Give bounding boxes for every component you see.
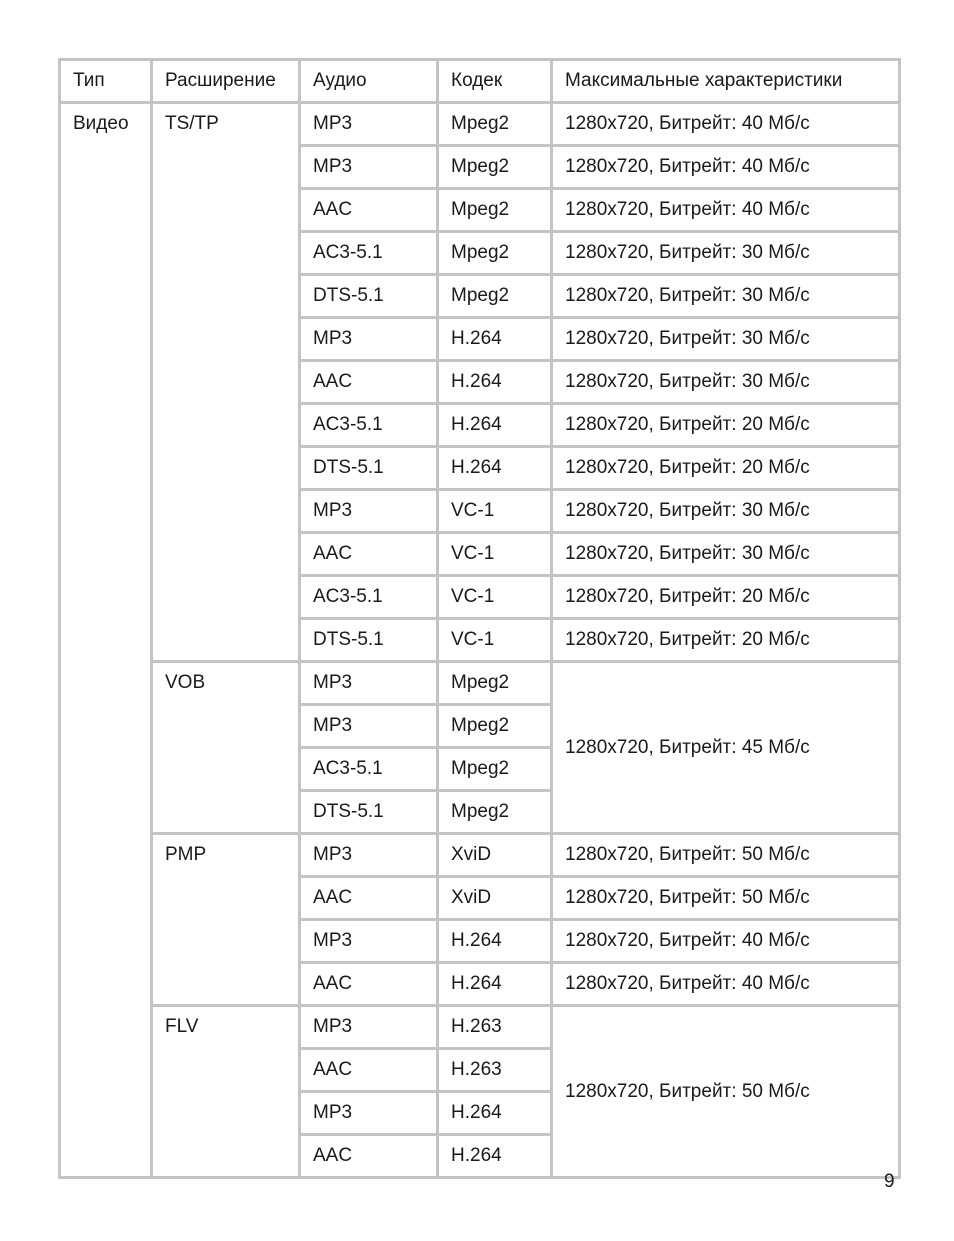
codec-cell: H.264 [438,1135,552,1178]
max-characteristics-cell: 1280x720, Битрейт: 45 Мб/с [552,662,900,834]
extension-cell: TS/TP [152,103,300,662]
max-characteristics-cell: 1280x720, Битрейт: 40 Мб/с [552,189,900,232]
max-characteristics-cell: 1280x720, Битрейт: 50 Мб/с [552,877,900,920]
max-characteristics-cell: 1280x720, Битрейт: 20 Мб/с [552,404,900,447]
codec-cell: H.264 [438,963,552,1006]
extension-cell: VOB [152,662,300,834]
audio-cell: MP3 [300,705,438,748]
max-characteristics-cell: 1280x720, Битрейт: 40 Мб/с [552,963,900,1006]
audio-cell: MP3 [300,1006,438,1049]
audio-cell: MP3 [300,920,438,963]
codec-cell: H.263 [438,1006,552,1049]
codec-cell: XviD [438,877,552,920]
header-row [60,60,900,103]
audio-cell: MP3 [300,103,438,146]
audio-cell: AC3-5.1 [300,576,438,619]
max-characteristics-cell: 1280x720, Битрейт: 20 Мб/с [552,619,900,662]
table-row [60,1006,900,1049]
audio-cell: AC3-5.1 [300,404,438,447]
max-characteristics-cell: 1280x720, Битрейт: 40 Мб/с [552,920,900,963]
codec-cell: VC-1 [438,576,552,619]
extension-cell: FLV [152,1006,300,1178]
audio-cell: DTS-5.1 [300,447,438,490]
max-characteristics-cell: 1280x720, Битрейт: 30 Мб/с [552,533,900,576]
audio-cell: DTS-5.1 [300,619,438,662]
max-characteristics-cell: 1280x720, Битрейт: 40 Мб/с [552,146,900,189]
codec-cell: Mpeg2 [438,662,552,705]
header-codec: Кодек [438,60,552,103]
audio-cell: AC3-5.1 [300,232,438,275]
extension-cell: PMP [152,834,300,1006]
codec-cell: H.264 [438,920,552,963]
audio-cell: AAC [300,533,438,576]
codec-cell: H.264 [438,318,552,361]
table-row [60,834,900,877]
audio-cell: AAC [300,361,438,404]
codec-cell: H.264 [438,1092,552,1135]
audio-cell: DTS-5.1 [300,791,438,834]
max-characteristics-cell: 1280x720, Битрейт: 50 Мб/с [552,1006,900,1178]
codec-cell: H.263 [438,1049,552,1092]
header-extension: Расширение [152,60,300,103]
codec-cell: Mpeg2 [438,748,552,791]
header-max-characteristics: Максимальные характеристики [552,60,900,103]
page-number: 9 [884,1171,895,1192]
table-row [60,662,900,705]
audio-cell: MP3 [300,834,438,877]
audio-cell: AAC [300,963,438,1006]
audio-cell: MP3 [300,490,438,533]
type-cell: Видео [60,103,152,1178]
audio-cell: AAC [300,877,438,920]
audio-cell: MP3 [300,1092,438,1135]
format-spec-table [58,58,901,1179]
header-type: Тип [60,60,152,103]
audio-cell: DTS-5.1 [300,275,438,318]
codec-cell: H.264 [438,447,552,490]
max-characteristics-cell: 1280x720, Битрейт: 30 Мб/с [552,361,900,404]
max-characteristics-cell: 1280x720, Битрейт: 40 Мб/с [552,103,900,146]
max-characteristics-cell: 1280x720, Битрейт: 30 Мб/с [552,232,900,275]
codec-cell: Mpeg2 [438,791,552,834]
codec-cell: Mpeg2 [438,103,552,146]
max-characteristics-cell: 1280x720, Битрейт: 50 Мб/с [552,834,900,877]
max-characteristics-cell: 1280x720, Битрейт: 30 Мб/с [552,490,900,533]
codec-cell: XviD [438,834,552,877]
max-characteristics-cell: 1280x720, Битрейт: 20 Мб/с [552,447,900,490]
audio-cell: MP3 [300,318,438,361]
codec-cell: VC-1 [438,533,552,576]
codec-cell: VC-1 [438,619,552,662]
codec-cell: Mpeg2 [438,146,552,189]
table-body [60,60,900,1178]
codec-cell: Mpeg2 [438,189,552,232]
max-characteristics-cell: 1280x720, Битрейт: 20 Мб/с [552,576,900,619]
audio-cell: AAC [300,1135,438,1178]
table-row [60,103,900,146]
audio-cell: AAC [300,1049,438,1092]
audio-cell: MP3 [300,662,438,705]
codec-cell: VC-1 [438,490,552,533]
max-characteristics-cell: 1280x720, Битрейт: 30 Мб/с [552,275,900,318]
header-audio: Аудио [300,60,438,103]
audio-cell: AC3-5.1 [300,748,438,791]
codec-cell: Mpeg2 [438,232,552,275]
codec-cell: H.264 [438,361,552,404]
codec-cell: Mpeg2 [438,705,552,748]
audio-cell: MP3 [300,146,438,189]
audio-cell: AAC [300,189,438,232]
codec-cell: H.264 [438,404,552,447]
codec-cell: Mpeg2 [438,275,552,318]
max-characteristics-cell: 1280x720, Битрейт: 30 Мб/с [552,318,900,361]
